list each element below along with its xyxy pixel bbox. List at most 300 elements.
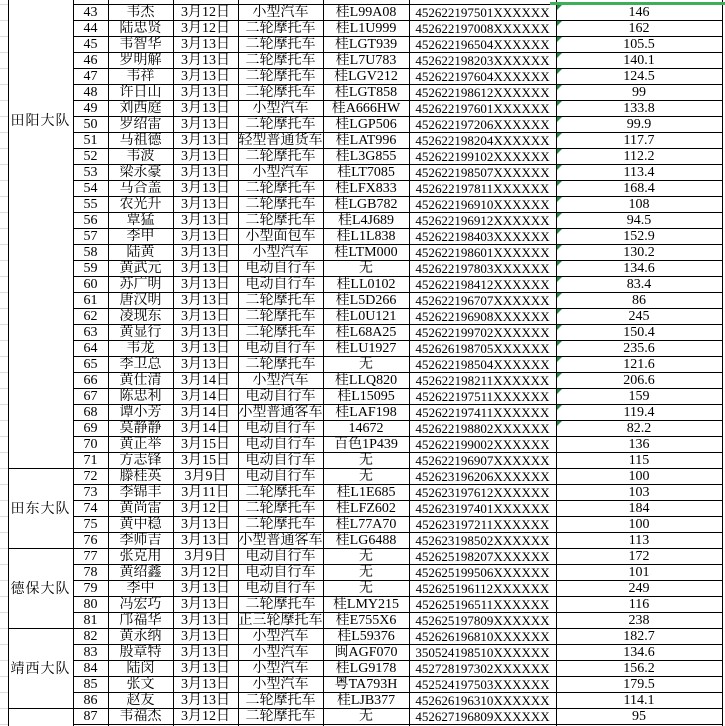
cell-driver-name[interactable]: 黄仕清 (119, 373, 162, 388)
cell-driver-name[interactable]: 谭小芳 (119, 405, 162, 420)
cell-plate-number[interactable]: 桂LGV212 (334, 69, 398, 84)
cell-plate-number[interactable]: 桂A666HW (331, 101, 401, 116)
cell-plate-number[interactable]: 桂LAF198 (335, 405, 397, 420)
cell-vehicle-type[interactable]: 电动自行车 (245, 469, 316, 484)
cell-row-number[interactable]: 51 (83, 133, 98, 148)
cell-id-number[interactable]: 452623197612XXXXXX (415, 485, 550, 500)
cell-row-number[interactable]: 81 (83, 613, 98, 628)
cell-row-number[interactable]: 59 (83, 261, 98, 276)
cell-driver-name[interactable]: 覃猛 (126, 213, 155, 228)
cell-id-number[interactable]: 452622197411XXXXXX (415, 405, 550, 420)
cell-row-number[interactable]: 73 (83, 485, 98, 500)
cell-test-value[interactable]: 94.5 (626, 213, 652, 228)
cell-driver-name[interactable]: 许日山 (119, 85, 162, 100)
cell-test-value[interactable]: 159 (628, 389, 650, 404)
cell-row-number[interactable]: 50 (83, 117, 98, 132)
cell-date[interactable]: 3月14日 (181, 405, 230, 420)
cell-id-number[interactable]: 452622196504XXXXXX (415, 37, 550, 52)
cell-row-number[interactable]: 55 (83, 197, 98, 212)
cell-test-value[interactable]: 206.6 (623, 373, 655, 388)
cell-test-value[interactable]: 119.4 (623, 405, 655, 420)
cell-plate-number[interactable]: 百色1P439 (334, 437, 398, 452)
cell-plate-number[interactable]: 桂LGT858 (334, 85, 398, 100)
cell-row-number[interactable]: 43 (83, 5, 98, 20)
cell-date[interactable]: 3月13日 (181, 181, 230, 196)
cell-date[interactable]: 3月13日 (181, 309, 230, 324)
cell-vehicle-type[interactable]: 二轮摩托车 (245, 485, 316, 500)
cell-driver-name[interactable]: 殷章特 (119, 645, 162, 660)
cell-id-number[interactable]: 452622196707XXXXXX (415, 293, 550, 308)
cell-date[interactable]: 3月13日 (181, 245, 230, 260)
cell-test-value[interactable]: 86 (632, 293, 646, 308)
cell-row-number[interactable]: 70 (83, 437, 98, 452)
cell-driver-name[interactable]: 马合盖 (119, 181, 162, 196)
cell-id-number[interactable]: 452622198204XXXXXX (415, 133, 550, 148)
cell-vehicle-type[interactable]: 二轮摩托车 (245, 501, 316, 516)
cell-plate-number[interactable]: 桂L68A25 (335, 325, 397, 340)
cell-date[interactable]: 3月12日 (181, 5, 230, 20)
group-label[interactable]: 德保大队 (10, 582, 71, 597)
cell-id-number[interactable]: 452625196112XXXXXX (415, 581, 550, 596)
cell-date[interactable]: 3月13日 (181, 69, 230, 84)
cell-driver-name[interactable]: 陈忠利 (119, 389, 162, 404)
cell-plate-number[interactable]: 桂L7U783 (335, 53, 397, 68)
cell-date[interactable]: 3月13日 (181, 645, 230, 660)
cell-row-number[interactable]: 58 (83, 245, 98, 260)
cell-driver-name[interactable]: 黄中稳 (119, 517, 162, 532)
cell-driver-name[interactable]: 陆忠贤 (119, 21, 162, 36)
cell-driver-name[interactable]: 邝福华 (119, 613, 162, 628)
cell-plate-number[interactable]: 桂E755X6 (335, 613, 397, 628)
cell-date[interactable]: 3月13日 (181, 101, 230, 116)
cell-row-number[interactable]: 79 (83, 581, 98, 596)
cell-driver-name[interactable]: 赵友 (126, 693, 155, 708)
cell-row-number[interactable]: 82 (83, 629, 98, 644)
cell-plate-number[interactable]: 无 (359, 261, 373, 276)
cell-id-number[interactable]: 452622198802XXXXXX (415, 421, 550, 436)
cell-test-value[interactable]: 179.5 (623, 677, 655, 692)
cell-date[interactable]: 3月13日 (181, 533, 230, 548)
cell-test-value[interactable]: 134.6 (623, 645, 655, 660)
cell-test-value[interactable]: 133.8 (623, 101, 655, 116)
cell-row-number[interactable]: 77 (83, 549, 98, 564)
cell-driver-name[interactable]: 黄显行 (119, 325, 162, 340)
cell-vehicle-type[interactable]: 二轮摩托车 (245, 117, 316, 132)
cell-plate-number[interactable]: 粤TA793H (334, 677, 398, 692)
cell-vehicle-type[interactable]: 二轮摩托车 (245, 357, 316, 372)
cell-vehicle-type[interactable]: 电动自行车 (245, 581, 316, 596)
cell-date[interactable]: 3月13日 (181, 517, 230, 532)
cell-plate-number[interactable]: 桂LU1927 (335, 341, 397, 356)
cell-date[interactable]: 3月14日 (181, 373, 230, 388)
cell-driver-name[interactable]: 冯宏巧 (119, 597, 162, 612)
cell-vehicle-type[interactable]: 二轮摩托车 (245, 197, 316, 212)
cell-test-value[interactable]: 100 (628, 469, 650, 484)
cell-vehicle-type[interactable]: 小型汽车 (252, 165, 309, 180)
cell-vehicle-type[interactable]: 小型汽车 (252, 373, 309, 388)
cell-test-value[interactable]: 182.7 (623, 629, 655, 644)
cell-driver-name[interactable]: 罗绍雷 (119, 117, 162, 132)
cell-date[interactable]: 3月9日 (184, 469, 227, 484)
cell-date[interactable]: 3月13日 (181, 117, 230, 132)
cell-date[interactable]: 3月13日 (181, 597, 230, 612)
cell-driver-name[interactable]: 莫静静 (119, 421, 162, 436)
cell-vehicle-type[interactable]: 小型普通客车 (238, 533, 323, 548)
cell-test-value[interactable]: 146 (628, 5, 650, 20)
cell-id-number[interactable]: 452626196810XXXXXX (415, 629, 550, 644)
cell-driver-name[interactable]: 苏广明 (119, 277, 162, 292)
cell-vehicle-type[interactable]: 二轮摩托车 (245, 53, 316, 68)
cell-driver-name[interactable]: 罗明解 (119, 53, 162, 68)
cell-driver-name[interactable]: 凌现东 (119, 309, 162, 324)
group-label[interactable]: 靖西大队 (10, 662, 71, 677)
cell-date[interactable]: 3月13日 (181, 197, 230, 212)
cell-plate-number[interactable]: 14672 (348, 421, 384, 436)
cell-test-value[interactable]: 184 (628, 501, 650, 516)
cell-id-number[interactable]: 452622197501XXXXXX (415, 5, 550, 20)
cell-row-number[interactable]: 63 (83, 325, 98, 340)
cell-vehicle-type[interactable]: 电动自行车 (245, 389, 316, 404)
cell-row-number[interactable]: 75 (83, 517, 98, 532)
cell-plate-number[interactable]: 桂LGP506 (335, 117, 397, 132)
cell-driver-name[interactable]: 陆黄 (126, 245, 155, 260)
cell-id-number[interactable]: 452622197811XXXXXX (415, 181, 550, 196)
cell-row-number[interactable]: 46 (83, 53, 98, 68)
cell-id-number[interactable]: 452622196912XXXXXX (415, 213, 550, 228)
cell-date[interactable]: 3月13日 (181, 229, 230, 244)
cell-plate-number[interactable]: 桂L4J689 (338, 213, 394, 228)
cell-vehicle-type[interactable]: 电动自行车 (245, 261, 316, 276)
cell-row-number[interactable]: 57 (83, 229, 98, 244)
cell-test-value[interactable]: 134.6 (623, 261, 655, 276)
cell-id-number[interactable]: 452626196310XXXXXX (415, 693, 550, 708)
cell-id-number[interactable]: 452622196908XXXXXX (415, 309, 550, 324)
cell-date[interactable]: 3月13日 (181, 293, 230, 308)
cell-vehicle-type[interactable]: 小型汽车 (252, 629, 309, 644)
cell-test-value[interactable]: 112.2 (623, 149, 655, 164)
cell-test-value[interactable]: 121.6 (623, 357, 655, 372)
cell-row-number[interactable]: 53 (83, 165, 98, 180)
cell-date[interactable]: 3月12日 (181, 21, 230, 36)
cell-id-number[interactable]: 452625199506XXXXXX (415, 565, 550, 580)
cell-driver-name[interactable]: 韦福杰 (119, 709, 162, 724)
cell-date[interactable]: 3月15日 (181, 437, 230, 452)
cell-test-value[interactable]: 100 (628, 517, 650, 532)
cell-plate-number[interactable]: 无 (359, 549, 373, 564)
cell-date[interactable]: 3月13日 (181, 581, 230, 596)
cell-id-number[interactable]: 452622197008XXXXXX (415, 21, 550, 36)
group-label[interactable]: 田东大队 (10, 502, 71, 517)
cell-id-number[interactable]: 452622198507XXXXXX (415, 165, 550, 180)
cell-id-number[interactable]: 452622197604XXXXXX (415, 69, 550, 84)
cell-plate-number[interactable]: 无 (359, 709, 373, 724)
cell-vehicle-type[interactable]: 二轮摩托车 (245, 293, 316, 308)
cell-driver-name[interactable]: 韦智华 (119, 37, 162, 52)
cell-id-number[interactable]: 452623197401XXXXXX (415, 501, 550, 516)
cell-driver-name[interactable]: 李卫总 (119, 357, 162, 372)
cell-test-value[interactable]: 238 (628, 613, 650, 628)
cell-vehicle-type[interactable]: 二轮摩托车 (245, 85, 316, 100)
cell-plate-number[interactable]: 桂LFZ602 (336, 501, 396, 516)
cell-vehicle-type[interactable]: 二轮摩托车 (245, 181, 316, 196)
cell-id-number[interactable]: 452622197803XXXXXX (415, 261, 550, 276)
cell-driver-name[interactable]: 马祖德 (119, 133, 162, 148)
cell-driver-name[interactable]: 刘西庭 (119, 101, 162, 116)
cell-vehicle-type[interactable]: 二轮摩托车 (245, 149, 316, 164)
cell-driver-name[interactable]: 李师吉 (119, 533, 162, 548)
cell-vehicle-type[interactable]: 二轮摩托车 (245, 597, 316, 612)
cell-date[interactable]: 3月13日 (181, 677, 230, 692)
cell-driver-name[interactable]: 韦龙 (126, 341, 155, 356)
cell-test-value[interactable]: 105.5 (623, 37, 655, 52)
cell-vehicle-type[interactable]: 电动自行车 (245, 341, 316, 356)
cell-row-number[interactable]: 64 (83, 341, 98, 356)
group-label[interactable]: 田阳大队 (10, 114, 71, 129)
cell-vehicle-type[interactable]: 电动自行车 (245, 421, 316, 436)
cell-id-number[interactable]: 452623197211XXXXXX (415, 517, 550, 532)
cell-driver-name[interactable]: 陆闵 (126, 661, 155, 676)
cell-row-number[interactable]: 48 (83, 85, 98, 100)
cell-id-number[interactable]: 452623198502XXXXXX (415, 533, 550, 548)
cell-vehicle-type[interactable]: 电动自行车 (245, 437, 316, 452)
cell-row-number[interactable]: 85 (83, 677, 98, 692)
cell-id-number[interactable]: 452622196907XXXXXX (415, 453, 550, 468)
cell-plate-number[interactable]: 桂LGT939 (334, 37, 398, 52)
cell-date[interactable]: 3月13日 (181, 693, 230, 708)
cell-id-number[interactable]: 452625197809XXXXXX (415, 613, 550, 628)
cell-vehicle-type[interactable]: 二轮摩托车 (245, 309, 316, 324)
cell-row-number[interactable]: 56 (83, 213, 98, 228)
cell-test-value[interactable]: 168.4 (623, 181, 655, 196)
cell-plate-number[interactable]: 桂LJB377 (336, 693, 396, 708)
cell-id-number[interactable]: 452623196206XXXXXX (415, 469, 550, 484)
cell-date[interactable]: 3月14日 (181, 389, 230, 404)
cell-date[interactable]: 3月13日 (181, 53, 230, 68)
cell-id-number[interactable]: 452622197511XXXXXX (415, 389, 550, 404)
cell-test-value[interactable]: 116 (628, 597, 650, 612)
cell-date[interactable]: 3月13日 (181, 37, 230, 52)
cell-test-value[interactable]: 103 (628, 485, 650, 500)
cell-test-value[interactable]: 114.1 (623, 693, 655, 708)
cell-vehicle-type[interactable]: 轻型普通货车 (238, 133, 323, 148)
cell-vehicle-type[interactable]: 二轮摩托车 (245, 21, 316, 36)
cell-id-number[interactable]: 452622198203XXXXXX (415, 53, 550, 68)
cell-vehicle-type[interactable]: 小型汽车 (252, 245, 309, 260)
cell-row-number[interactable]: 61 (83, 293, 98, 308)
cell-date[interactable]: 3月15日 (181, 453, 230, 468)
cell-test-value[interactable]: 113.4 (623, 165, 655, 180)
cell-driver-name[interactable]: 李甲 (126, 229, 155, 244)
cell-row-number[interactable]: 83 (83, 645, 98, 660)
cell-row-number[interactable]: 74 (83, 501, 98, 516)
cell-date[interactable]: 3月11日 (181, 485, 230, 500)
cell-driver-name[interactable]: 张克用 (119, 549, 162, 564)
cell-vehicle-type[interactable]: 二轮摩托车 (245, 69, 316, 84)
cell-plate-number[interactable]: 桂L3G855 (335, 149, 397, 164)
cell-date[interactable]: 3月14日 (181, 421, 230, 436)
cell-plate-number[interactable]: 桂L5D266 (335, 293, 397, 308)
cell-driver-name[interactable]: 滕桂英 (119, 469, 162, 484)
cell-test-value[interactable]: 156.2 (623, 661, 655, 676)
cell-test-value[interactable]: 101 (628, 565, 650, 580)
cell-plate-number[interactable]: 桂LG9178 (335, 661, 397, 676)
cell-vehicle-type[interactable]: 电动自行车 (245, 277, 316, 292)
cell-id-number[interactable]: 452622198412XXXXXX (415, 277, 550, 292)
cell-driver-name[interactable]: 李中 (126, 581, 155, 596)
cell-plate-number[interactable]: 桂LG6488 (335, 533, 397, 548)
cell-vehicle-type[interactable]: 二轮摩托车 (245, 325, 316, 340)
cell-row-number[interactable]: 68 (83, 405, 98, 420)
cell-id-number[interactable]: 452622199002XXXXXX (415, 437, 550, 452)
cell-id-number[interactable]: 452524197503XXXXXX (415, 677, 550, 692)
cell-id-number[interactable]: 452622198211XXXXXX (415, 373, 550, 388)
cell-plate-number[interactable]: 桂L1L838 (336, 229, 396, 244)
cell-driver-name[interactable]: 韦祥 (126, 69, 155, 84)
cell-date[interactable]: 3月13日 (181, 357, 230, 372)
cell-driver-name[interactable]: 韦杰 (126, 5, 155, 20)
cell-vehicle-type[interactable]: 小型面包车 (245, 229, 316, 244)
cell-row-number[interactable]: 52 (83, 149, 98, 164)
cell-date[interactable]: 3月12日 (181, 501, 230, 516)
cell-plate-number[interactable]: 桂L1E685 (336, 485, 396, 500)
cell-plate-number[interactable]: 无 (359, 357, 373, 372)
cell-date[interactable]: 3月13日 (181, 613, 230, 628)
cell-test-value[interactable]: 150.4 (623, 325, 655, 340)
cell-id-number[interactable]: 452622196910XXXXXX (415, 197, 550, 212)
cell-test-value[interactable]: 108 (628, 197, 650, 212)
cell-driver-name[interactable]: 方志锋 (119, 453, 162, 468)
cell-plate-number[interactable]: 无 (359, 581, 373, 596)
cell-id-number[interactable]: 452626198705XXXXXX (415, 341, 550, 356)
cell-id-number[interactable]: 350524198510XXXXXX (415, 645, 550, 660)
cell-vehicle-type[interactable]: 小型汽车 (252, 661, 309, 676)
cell-id-number[interactable]: 452622199702XXXXXX (415, 325, 550, 340)
cell-driver-name[interactable]: 黄绍鑫 (119, 565, 162, 580)
cell-row-number[interactable]: 84 (83, 661, 98, 676)
cell-vehicle-type[interactable]: 二轮摩托车 (245, 709, 316, 724)
cell-vehicle-type[interactable]: 二轮摩托车 (245, 517, 316, 532)
cell-test-value[interactable]: 235.6 (623, 341, 655, 356)
cell-plate-number[interactable]: 桂LGB782 (334, 197, 398, 212)
cell-driver-name[interactable]: 张文 (126, 677, 155, 692)
cell-driver-name[interactable]: 黄尚雷 (119, 501, 162, 516)
cell-row-number[interactable]: 66 (83, 373, 98, 388)
cell-id-number[interactable]: 452625198207XXXXXX (415, 549, 550, 564)
cell-driver-name[interactable]: 唐汉明 (119, 293, 162, 308)
cell-row-number[interactable]: 69 (83, 421, 98, 436)
cell-row-number[interactable]: 71 (83, 453, 98, 468)
cell-id-number[interactable]: 452622197206XXXXXX (415, 117, 550, 132)
cell-plate-number[interactable]: 无 (359, 469, 373, 484)
cell-vehicle-type[interactable]: 二轮摩托车 (245, 213, 316, 228)
cell-date[interactable]: 3月13日 (181, 85, 230, 100)
cell-test-value[interactable]: 140.1 (623, 53, 655, 68)
cell-date[interactable]: 3月13日 (181, 629, 230, 644)
cell-row-number[interactable]: 44 (83, 21, 98, 36)
cell-date[interactable]: 3月13日 (181, 277, 230, 292)
cell-row-number[interactable]: 47 (83, 69, 98, 84)
cell-date[interactable]: 3月12日 (181, 709, 230, 724)
cell-vehicle-type[interactable]: 小型汽车 (252, 645, 309, 660)
cell-plate-number[interactable]: 桂L77A70 (335, 517, 397, 532)
cell-date[interactable]: 3月13日 (181, 325, 230, 340)
cell-vehicle-type[interactable]: 二轮摩托车 (245, 37, 316, 52)
cell-test-value[interactable]: 249 (628, 581, 650, 596)
cell-test-value[interactable]: 115 (628, 453, 650, 468)
cell-row-number[interactable]: 54 (83, 181, 98, 196)
cell-id-number[interactable]: 452622198601XXXXXX (415, 245, 550, 260)
cell-test-value[interactable]: 99.9 (626, 117, 652, 132)
cell-plate-number[interactable]: 桂L59376 (337, 629, 395, 644)
cell-row-number[interactable]: 45 (83, 37, 98, 52)
cell-test-value[interactable]: 117.7 (623, 133, 655, 148)
cell-row-number[interactable]: 72 (83, 469, 98, 484)
cell-date[interactable]: 3月13日 (181, 165, 230, 180)
cell-id-number[interactable]: 452622198403XXXXXX (415, 229, 550, 244)
cell-date[interactable]: 3月13日 (181, 261, 230, 276)
cell-plate-number[interactable]: 桂LAT996 (335, 133, 397, 148)
cell-test-value[interactable]: 152.9 (623, 229, 655, 244)
cell-plate-number[interactable]: 桂L0U121 (335, 309, 397, 324)
cell-vehicle-type[interactable]: 电动自行车 (245, 549, 316, 564)
cell-date[interactable]: 3月13日 (181, 661, 230, 676)
cell-vehicle-type[interactable]: 正三轮摩托车 (238, 613, 323, 628)
cell-row-number[interactable]: 62 (83, 309, 98, 324)
cell-row-number[interactable]: 76 (83, 533, 98, 548)
cell-plate-number[interactable]: 闽AGF070 (334, 645, 398, 660)
cell-driver-name[interactable]: 黄武元 (119, 261, 162, 276)
cell-vehicle-type[interactable]: 二轮摩托车 (245, 693, 316, 708)
cell-plate-number[interactable]: 桂L15095 (337, 389, 395, 404)
cell-test-value[interactable]: 130.2 (623, 245, 655, 260)
cell-row-number[interactable]: 67 (83, 389, 98, 404)
cell-plate-number[interactable]: 桂L99A08 (335, 5, 397, 20)
cell-test-value[interactable]: 162 (628, 21, 650, 36)
cell-vehicle-type[interactable]: 小型汽车 (252, 5, 309, 20)
cell-row-number[interactable]: 65 (83, 357, 98, 372)
cell-row-number[interactable]: 60 (83, 277, 98, 292)
cell-test-value[interactable]: 172 (628, 549, 650, 564)
cell-id-number[interactable]: 452622197601XXXXXX (415, 101, 550, 116)
cell-row-number[interactable]: 80 (83, 597, 98, 612)
cell-vehicle-type[interactable]: 小型普通客车 (238, 405, 323, 420)
cell-plate-number[interactable]: 无 (359, 565, 373, 580)
cell-date[interactable]: 3月13日 (181, 213, 230, 228)
cell-test-value[interactable]: 99 (632, 85, 646, 100)
cell-id-number[interactable]: 452625196511XXXXXX (415, 597, 550, 612)
cell-id-number[interactable]: 452728197302XXXXXX (415, 661, 550, 676)
cell-vehicle-type[interactable]: 电动自行车 (245, 565, 316, 580)
cell-driver-name[interactable]: 李锦丰 (119, 485, 162, 500)
cell-test-value[interactable]: 83.4 (626, 277, 652, 292)
cell-driver-name[interactable]: 农光升 (119, 197, 162, 212)
cell-plate-number[interactable]: 无 (359, 453, 373, 468)
cell-id-number[interactable]: 452622198612XXXXXX (415, 85, 550, 100)
cell-test-value[interactable]: 136 (628, 437, 650, 452)
cell-id-number[interactable]: 452622198504XXXXXX (415, 357, 550, 372)
cell-plate-number[interactable]: 桂L1U999 (335, 21, 397, 36)
cell-driver-name[interactable]: 梁永豪 (119, 165, 162, 180)
cell-row-number[interactable]: 78 (83, 565, 98, 580)
cell-test-value[interactable]: 113 (628, 533, 650, 548)
cell-driver-name[interactable]: 黄永纳 (119, 629, 162, 644)
cell-test-value[interactable]: 95 (632, 709, 646, 724)
cell-vehicle-type[interactable]: 小型汽车 (252, 101, 309, 116)
cell-date[interactable]: 3月9日 (184, 549, 227, 564)
cell-date[interactable]: 3月13日 (181, 149, 230, 164)
cell-plate-number[interactable]: 桂LMY215 (332, 597, 400, 612)
cell-row-number[interactable]: 87 (83, 709, 98, 724)
